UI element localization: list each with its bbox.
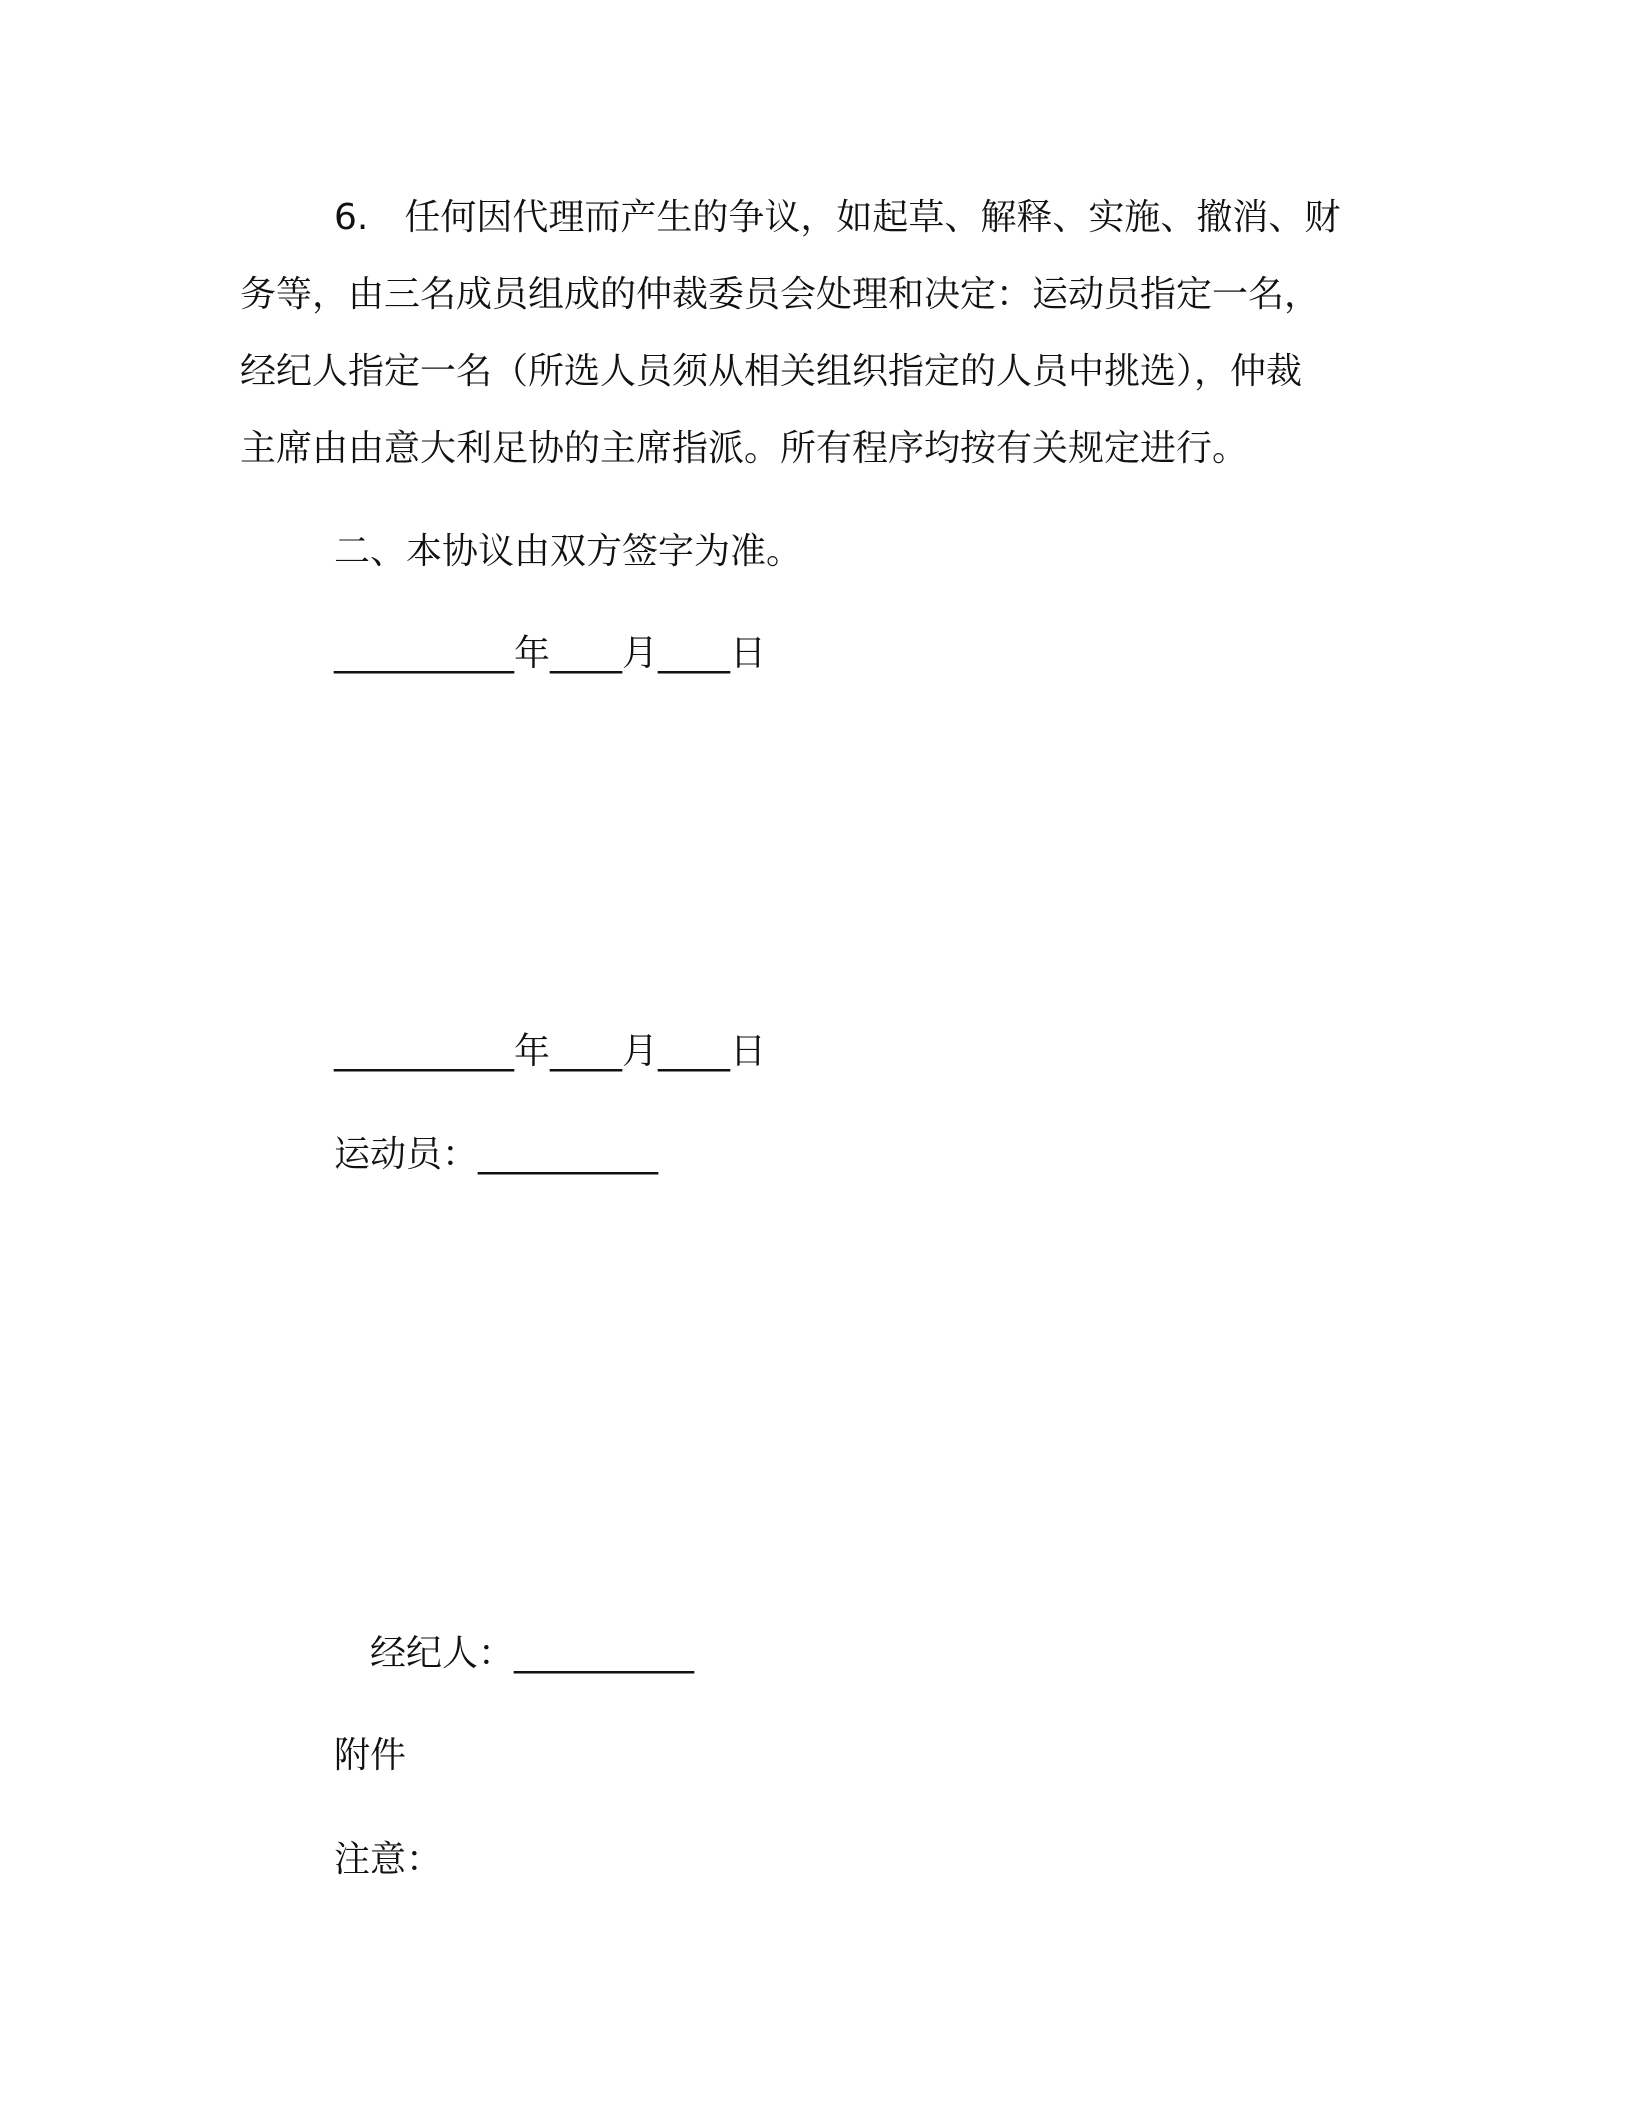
date-line-2: __________年____月____日	[334, 1031, 766, 1072]
clause-2: 二、本协议由双方签字为准。	[334, 531, 803, 572]
clause-6-line-2: 务等，由三名成员组成的仲裁委员会处理和决定：运动员指定一名，	[240, 274, 1321, 315]
athlete-signature: 运动员：__________	[334, 1134, 659, 1175]
date-line-1: __________年____月____日	[334, 633, 766, 674]
clause-6-line-4: 主席由由意大利足协的主席指派。所有程序均按有关规定进行。	[240, 428, 1249, 469]
agent-signature: 经纪人：__________	[370, 1633, 695, 1674]
clause-6-line-1: 6. 任何因代理而产生的争议，如起草、解释、实施、撤消、财	[334, 197, 1341, 238]
clause-6-line-3: 经纪人指定一名（所选人员须从相关组织指定的人员中挑选），仲裁	[240, 351, 1303, 392]
notice-label: 注意：	[334, 1839, 443, 1880]
attachment-label: 附件	[334, 1735, 407, 1776]
